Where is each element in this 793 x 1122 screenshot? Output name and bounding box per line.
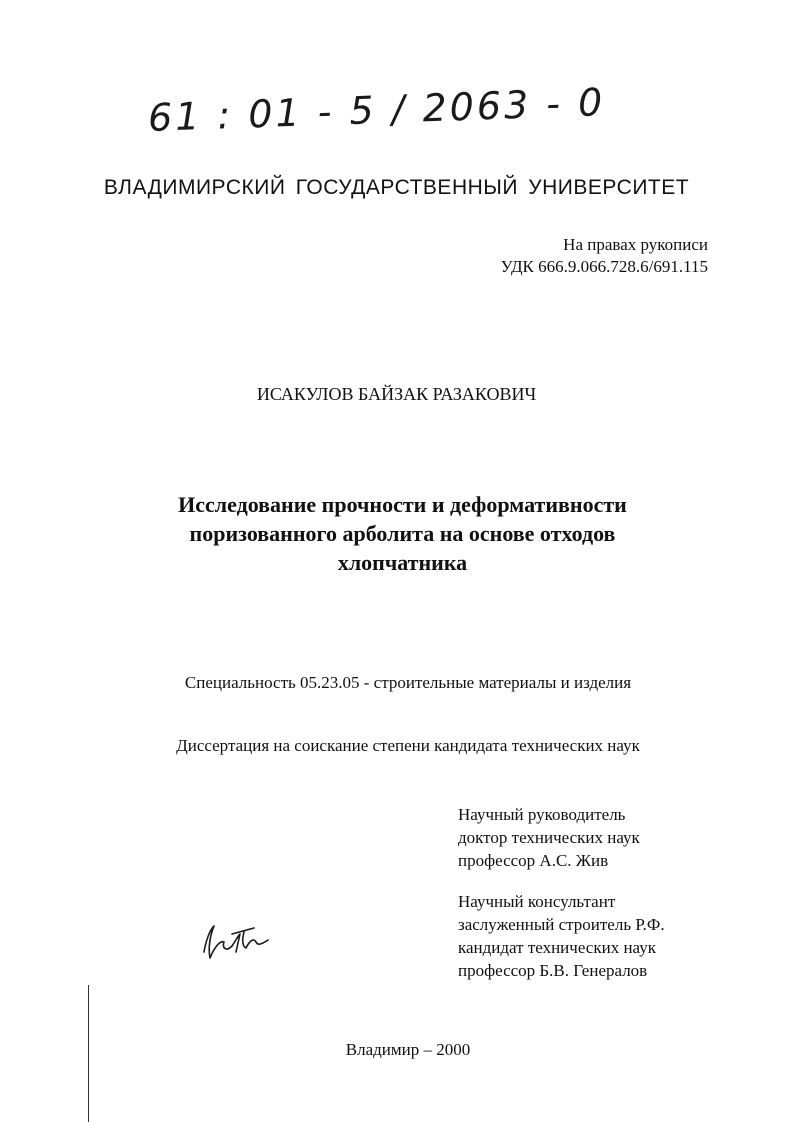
supervisor-role: Научный руководитель (458, 805, 626, 824)
consultant-honor: заслуженный строитель Р.Ф. (458, 915, 665, 934)
degree-line: Диссертация на соискание степени кандидата технических наук (176, 736, 640, 755)
university-name: ВЛАДИМИРСКИЙ ГОСУДАРСТВЕННЫЙ УНИВЕРСИТЕТ (103, 176, 690, 199)
title-line-2: поризованного арболита на основе отходов (189, 521, 616, 546)
udc-code: УДК 666.9.066.728.6/691.115 (500, 257, 708, 276)
rights-note: На правах рукописи (563, 235, 708, 254)
supervisor-name: профессор А.С. Жив (458, 851, 609, 870)
consultant-degree: кандидат технических наук (458, 938, 656, 957)
consultant-name: профессор Б.В. Генералов (458, 961, 648, 980)
consultant-role: Научный консультант (458, 892, 616, 911)
dissertation-title (90, 490, 715, 577)
supervisor-degree: доктор технических наук (458, 828, 640, 847)
title-line-3: хлопчатника (337, 550, 468, 575)
title-line-1: Исследование прочности и деформативности (178, 492, 627, 517)
supervisor-block (458, 803, 640, 872)
specialty-line: Специальность 05.23.05 - строительные материалы и изделия (184, 673, 632, 692)
rights-block (501, 234, 708, 278)
consultant-block (458, 890, 665, 982)
city-year: Владимир – 2000 (345, 1040, 471, 1059)
handwritten-archive-code: 61 : 01 - 5 / 2063 - 0 (147, 80, 606, 140)
author-name: ИСАКУЛОВ БАЙЗАК РАЗАКОВИЧ (256, 384, 537, 404)
handwritten-signature (196, 918, 276, 968)
